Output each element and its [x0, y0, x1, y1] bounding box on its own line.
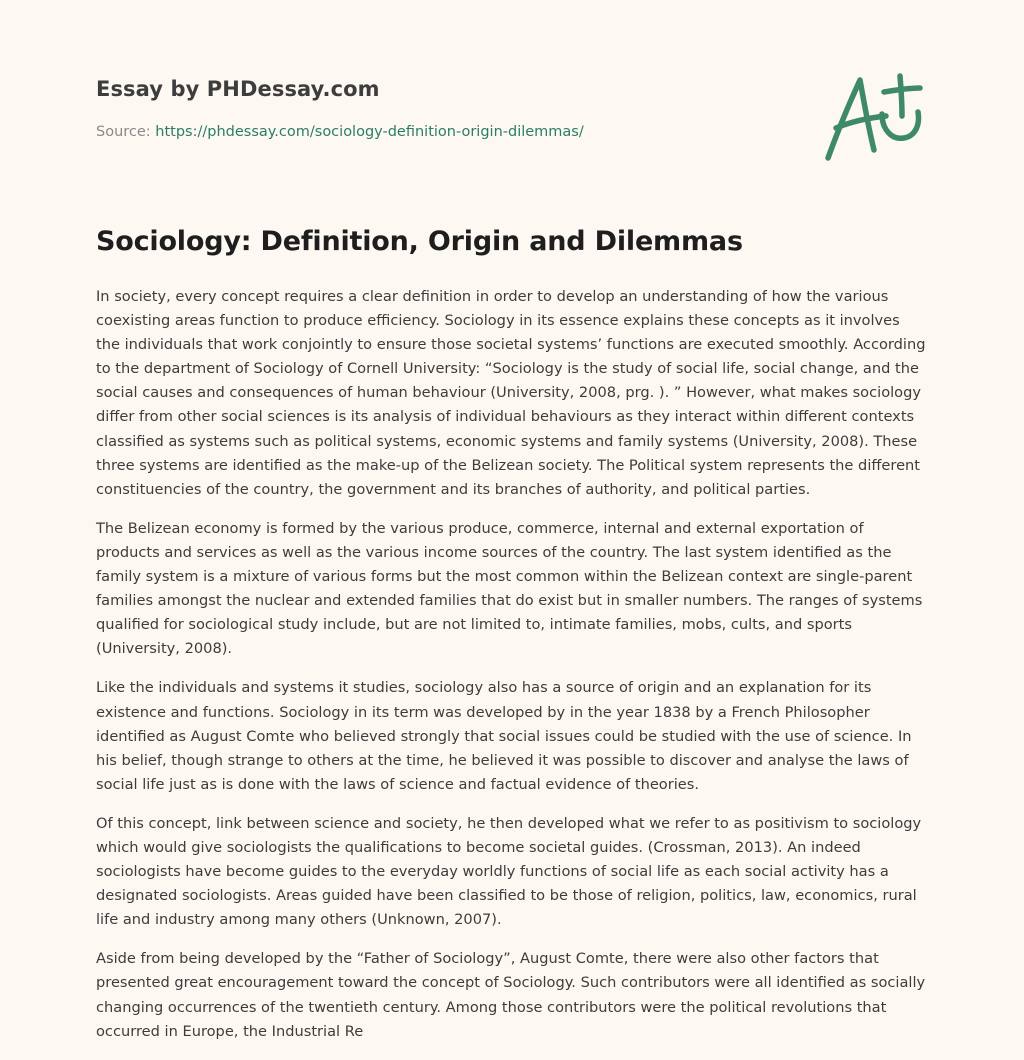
essay-body — [96, 285, 928, 1059]
source-line — [96, 124, 584, 140]
a-plus-logo-icon — [822, 68, 926, 164]
site-brand: Essay by PHDessay.com — [96, 77, 380, 101]
essay-paragraph: In society, every concept requires a clear definition in order to develop an understanding of how the various coexisting areas function to produce efficiency. Sociology in its essence explains these concepts as it involves the individuals that work conjointly to ensure those societal systems’ functions are executed smoothly. According to the department of Sociology of Cornell University: “Sociology is the study of social life, social change, and the social causes and consequences of human behaviour (University, 2008, prg. ). ” However, what makes sociology differ from other social sciences is its analysis of individual behaviours as they interact within different contexts classified as systems such as political systems, economic systems and family systems (University, 2008). These three systems are identified as the make-up of the Belizean society. The Political system represents the different constituencies of the country, the government and its branches of authority, and political parties. — [96, 288, 926, 498]
source-label: Source: — [96, 124, 151, 140]
essay-title: Sociology: Definition, Origin and Dilemmas — [96, 226, 743, 257]
essay-paragraph: Aside from being developed by the “Father of Sociology”, August Comte, there were also other factors that presented great encouragement toward the concept of Sociology. Such contributors were all identified as socially changing occurrences of the twentieth century. Among those contributors were the political revolutions that occurred in Europe, the Industrial Re — [96, 950, 926, 1040]
essay-paragraph: Like the individuals and systems it studies, sociology also has a source of origin and an explanation for its existence and functions. Sociology in its term was developed by in the year 1838 by a French Philosopher identified as August Comte who believed strongly that social issues could be studied with the use of science. In his belief, though strange to others at the time, he believed it was possible to discover and analyse the laws of social life just as is done with the laws of science and factual evidence of theories. — [96, 679, 912, 793]
essay-paragraph: The Belizean economy is formed by the various produce, commerce, internal and external exportation of products and services as well as the various income sources of the country. The last system identified as the family system is a mixture of various forms but the most common within the Belizean context are single-parent families amongst the nuclear and extended families that do exist but in smaller numbers. The ranges of systems qualified for sociological study include, but are not limited to, intimate families, mobs, cults, and sports (University, 2008). — [96, 519, 923, 658]
source-link[interactable]: https://phdessay.com/sociology-definition-origin-dilemmas/ — [155, 124, 584, 140]
essay-paragraph: Of this concept, link between science and society, he then developed what we refer to as positivism to sociology which would give sociologists the qualifications to become societal guides. (Crossman, 2013). An indeed sociologists have become guides to the everyday worldly functions of social life as each social activity has a designated sociologists. Areas guided have been classified to be those of religion, politics, law, economics, rural life and industry among many others (Unknown, 2007). — [96, 814, 922, 929]
